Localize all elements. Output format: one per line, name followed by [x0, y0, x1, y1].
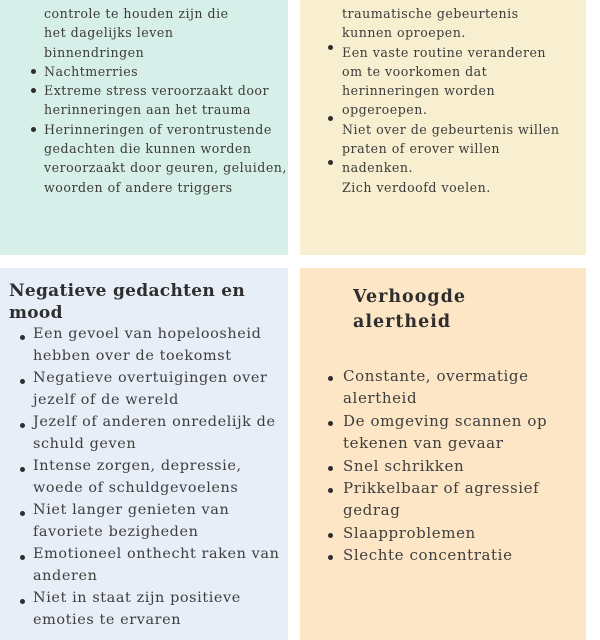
card-intrusive-memories: [0, 0, 288, 255]
list-item: Een gevoel van hopeloosheid hebben over de toekomst: [0, 323, 288, 367]
list-item: Snel schrikken: [300, 455, 586, 477]
text-line: traumatische gebeurtenis: [342, 6, 519, 21]
list-item: Constante, overmatige alertheid: [300, 365, 586, 410]
list-item: Negatieve overtuigingen over jezelf of de wereld: [0, 367, 288, 411]
list-item: Nachtmerries: [0, 62, 288, 81]
list-item: De omgeving scannen op tekenen van gevaar: [300, 410, 586, 455]
text-line: herinneringen worden: [342, 83, 496, 99]
symptom-list: [300, 365, 586, 567]
list-item-continuation: controle te houden zijn die het dagelijks leven binnendringen: [44, 6, 229, 60]
card-title: Verhoogde alertheid: [353, 287, 467, 332]
symptom-lines: [300, 4, 586, 197]
bullet-icon: [328, 116, 333, 121]
text-line: om te voorkomen dat: [342, 63, 488, 79]
text-line: nadenken.: [342, 160, 413, 176]
list-item: Extreme stress veroorzaakt door herinneringen aan het trauma: [0, 81, 288, 120]
list-item: Slechte concentratie: [300, 544, 586, 566]
list-item: Slaapproblemen: [300, 522, 586, 544]
list-item: Jezelf of anderen onredelijk de schuld geven: [0, 411, 288, 455]
text-line: opgeroepen.: [342, 102, 428, 118]
text-line: Niet over de gebeurtenis willen: [342, 121, 560, 137]
card-title: Negatieve gedachten en mood: [9, 281, 246, 323]
symptom-list: [0, 323, 288, 631]
text-line: praten of erover willen: [342, 141, 501, 157]
list-item: Niet in staat zijn positieve emoties te ervaren: [0, 587, 288, 631]
text-line: Een vaste routine veranderen: [342, 44, 547, 60]
bullet-icon: [328, 160, 333, 165]
symptom-list: [0, 4, 288, 197]
card-negative-thoughts: [0, 268, 288, 640]
text-line: kunnen oproepen.: [342, 25, 466, 41]
list-item: Niet langer genieten van favoriete bezigheden: [0, 499, 288, 543]
list-item: Emotioneel onthecht raken van anderen: [0, 543, 288, 587]
text-line: Zich verdoofd voelen.: [342, 179, 491, 195]
list-item: Intense zorgen, depressie, woede of schuldgevoelens: [0, 455, 288, 499]
list-item: Prikkelbaar of agressief gedrag: [300, 477, 586, 522]
list-item: Herinneringen of verontrustende gedachten die kunnen worden veroorzaakt door geuren, geluiden, woorden of andere triggers: [0, 120, 288, 197]
card-heightened-alertness: [300, 268, 586, 640]
bullet-icon: [328, 45, 333, 50]
card-avoidance: [300, 0, 586, 255]
